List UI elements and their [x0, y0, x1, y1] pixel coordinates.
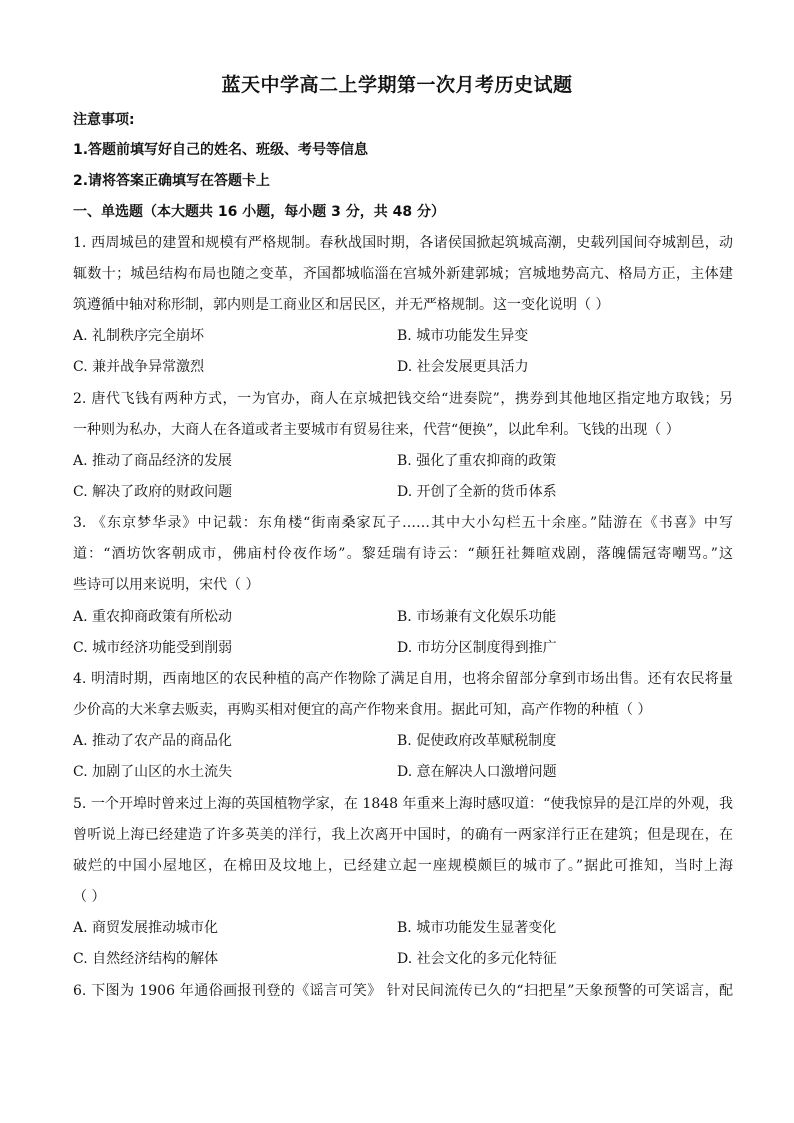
- question-3-line-1: 3. 《东京梦华录》中记载：东角楼“街南桑家瓦子……其中大小勾栏五十余座。”陆游在《书喜》中写: [73, 515, 733, 531]
- question-6-line-1: 6. 下图为 1906 年通俗画报刊登的《谣言可笑》 针对民间流传已久的“扫把星”天象预警的可笑谣言，配: [73, 983, 733, 999]
- notice-item-2: 2.请将答案正确填写在答题卡上: [73, 173, 271, 189]
- question-5-option-a: A. 商贸发展推动城市化: [73, 920, 219, 936]
- notice-item-1: 1.答题前填写好自己的姓名、班级、考号等信息: [73, 142, 369, 158]
- question-5-line-2: 曾听说上海已经建造了许多英美的洋行，我上次离开中国时，的确有一两家洋行正在建筑；但是现在，在: [73, 827, 733, 843]
- question-1-option-a: A. 礼制秩序完全崩坏: [73, 328, 205, 344]
- section-heading: 一、单选题（本大题共 16 小题，每小题 3 分，共 48 分）: [73, 204, 445, 220]
- question-3-option-d: D. 市坊分区制度得到推广: [397, 640, 557, 656]
- question-5-option-c: C. 自然经济结构的解体: [73, 951, 219, 967]
- question-4-option-d: D. 意在解决人口激增问题: [397, 764, 557, 780]
- question-5-option-b: B. 城市功能发生显著变化: [397, 920, 557, 936]
- question-5-line-1: 5. 一个开埠时曾来过上海的英国植物学家，在 1848 年重来上海时感叹道：“使我惊异的是江岸的外观，我: [73, 796, 733, 812]
- question-5-line-4: （ ）: [73, 889, 106, 905]
- question-2-option-b: B. 强化了重农抑商的政策: [397, 453, 557, 469]
- question-3-line-2: 道：“酒坊饮客朝成市，佛庙村伶夜作场”。黎廷瑞有诗云：“颠狂社舞喧戏剧，落魄儒冠寄嘲骂。”这: [73, 546, 733, 562]
- question-3-option-b: B. 市场兼有文化娱乐功能: [397, 609, 557, 625]
- question-2-option-a: A. 推动了商品经济的发展: [73, 453, 233, 469]
- question-4-option-c: C. 加剧了山区的水土流失: [73, 764, 233, 780]
- question-1-line-3: 筑遵循中轴对称形制，郭内则是工商业区和居民区，并无严格规制。这一变化说明（ ）: [73, 297, 610, 313]
- question-1-option-d: D. 社会发展更具活力: [397, 359, 529, 375]
- question-1-line-1: 1. 西周城邑的建置和规模有严格规制。春秋战国时期，各诸侯国掀起筑城高潮，史载列国间夺城割邑，动: [73, 235, 733, 251]
- question-3-line-3: 些诗可以用来说明，宋代（ ）: [73, 577, 260, 593]
- question-2-line-2: 一种则为私办，大商人在各道或者主要城市有贸易往来，代营“便换”，以此牟利。飞钱的出现（ ）: [73, 422, 680, 438]
- question-5-option-d: D. 社会文化的多元化特征: [397, 951, 557, 967]
- question-4-option-b: B. 促使政府改革赋税制度: [397, 733, 557, 749]
- question-2-option-c: C. 解决了政府的财政问题: [73, 484, 233, 500]
- question-3-option-a: A. 重农抑商政策有所松动: [73, 609, 233, 625]
- question-4-option-a: A. 推动了农产品的商品化: [73, 733, 233, 749]
- question-2-line-1: 2. 唐代飞钱有两种方式，一为官办，商人在京城把钱交给“进奏院”，携券到其他地区指定地方取钱；另: [73, 391, 733, 407]
- question-3-option-c: C. 城市经济功能受到削弱: [73, 640, 233, 656]
- question-4-line-2: 少价高的大米拿去贩卖，再购买相对便宜的高产作物来食用。据此可知，高产作物的种植（ ）: [73, 702, 652, 718]
- question-2-option-d: D. 开创了全新的货币体系: [397, 484, 557, 500]
- question-1-option-c: C. 兼并战争异常激烈: [73, 359, 205, 375]
- question-4-line-1: 4. 明清时期，西南地区的农民种植的高产作物除了满足自用，也将余留部分拿到市场出售。还有农民将量: [73, 671, 733, 687]
- question-1-line-2: 辄数十；城邑结构布局也随之变革，齐国都城临淄在宫城外新建郭城；宫城地势高亢、格局方正，主体建: [73, 266, 733, 282]
- page-title: 蓝天中学高二上学期第一次月考历史试题: [221, 74, 573, 96]
- notice-heading: 注意事项:: [73, 112, 135, 128]
- question-1-option-b: B. 城市功能发生异变: [397, 328, 529, 344]
- question-5-line-3: 破烂的中国小屋地区，在棉田及坟地上，已经建立起一座规模颇巨的城市了。”据此可推知，当时上海: [73, 858, 733, 874]
